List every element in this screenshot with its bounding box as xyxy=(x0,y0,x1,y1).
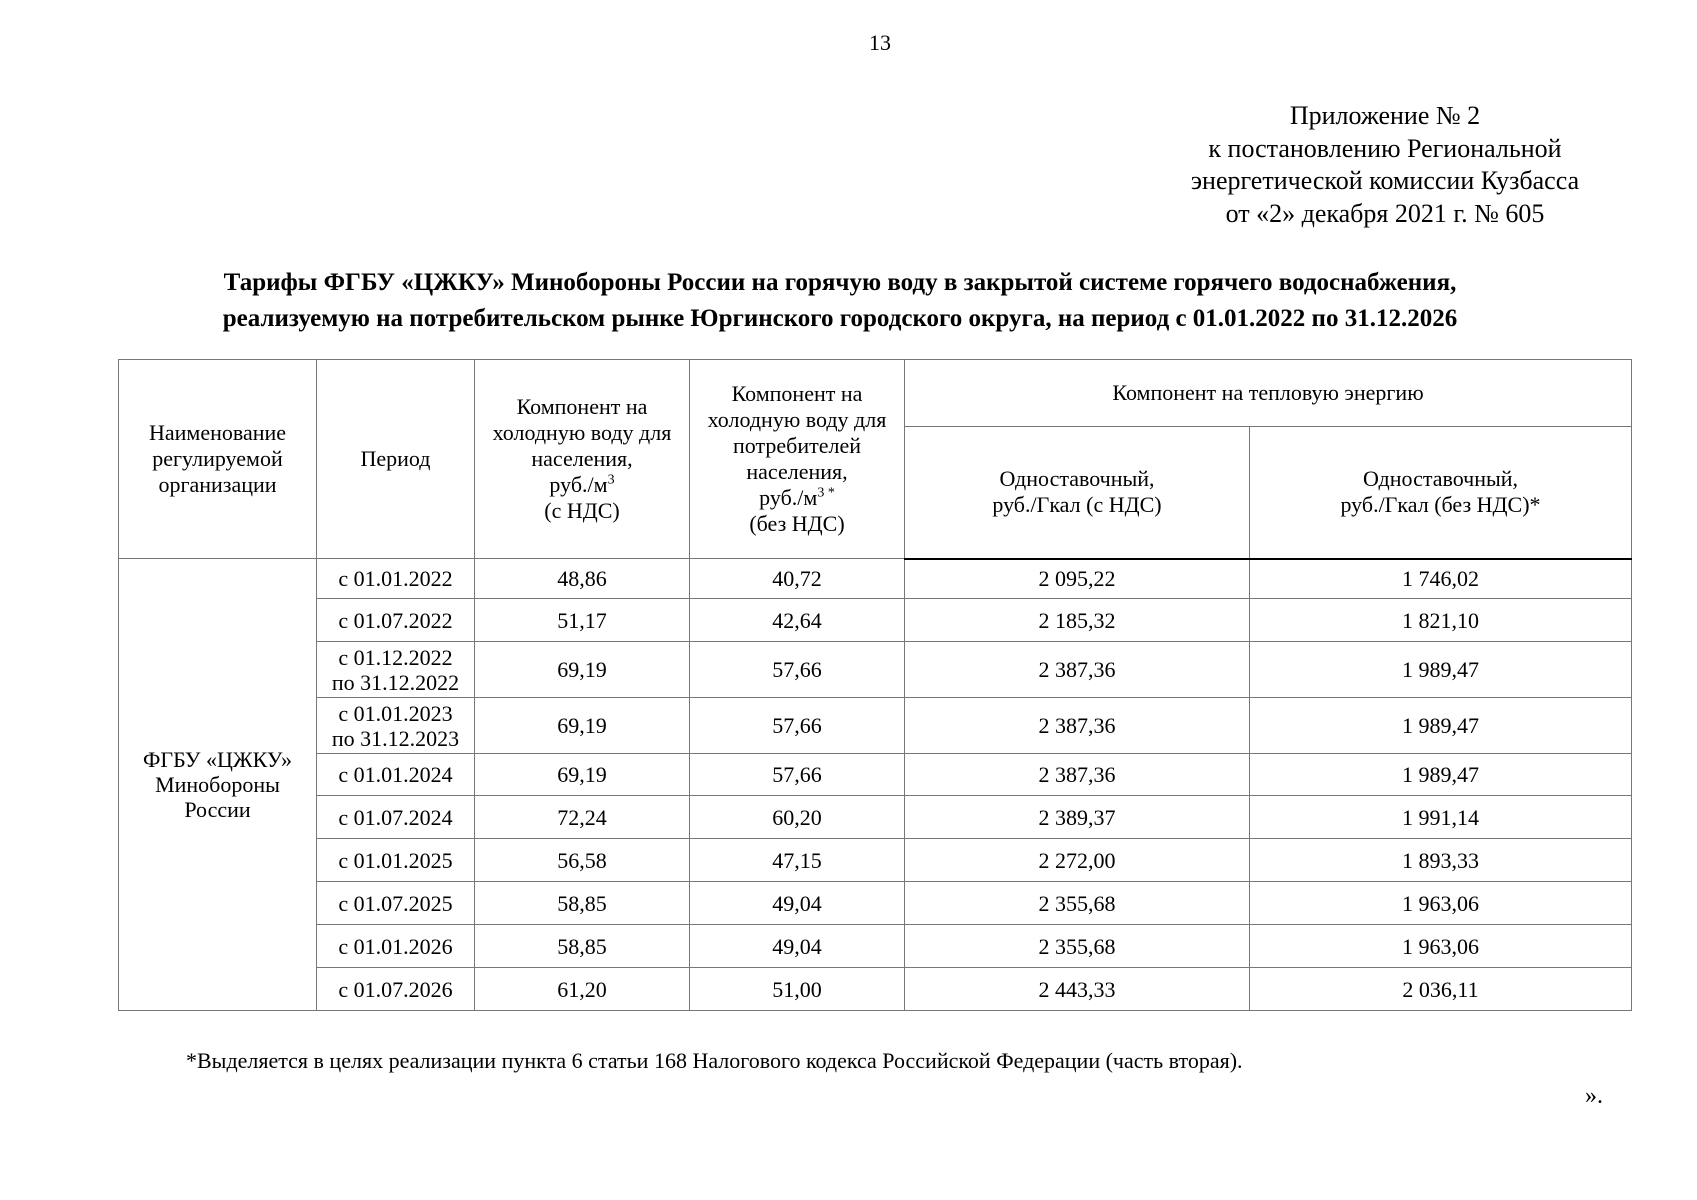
heat-novat-cell: 1 989,47 xyxy=(1250,698,1632,754)
page-number: 13 xyxy=(869,30,891,55)
header-heat-vat: Одноставочный, руб./Гкал (с НДС) xyxy=(905,427,1250,559)
appendix-line-3: энергетической комиссии Кузбасса xyxy=(1190,166,1580,195)
header-cold-water-population-text: Компонент на холодную воду для населения, руб./м xyxy=(492,394,672,497)
cold-water-population-cell: 51,17 xyxy=(475,599,690,642)
heat-vat-cell: 2 387,36 xyxy=(905,698,1250,754)
table-row xyxy=(119,925,1632,968)
heat-novat-cell: 1 963,06 xyxy=(1250,882,1632,925)
cold-water-consumers-cell: 49,04 xyxy=(690,925,905,968)
header-superscript-star: 3 * xyxy=(817,485,835,501)
period-cell: с 01.07.2026 xyxy=(317,968,475,1011)
header-heat-novat: Одноставочный, руб./Гкал (без НДС)* xyxy=(1250,427,1632,559)
appendix-line-2: к постановлению Региональной xyxy=(1208,133,1562,163)
cold-water-consumers-cell: 60,20 xyxy=(690,796,905,839)
appendix-block xyxy=(1150,100,1620,230)
period-cell: с 01.07.2025 xyxy=(317,882,475,925)
period-cell: с 01.01.2023 по 31.12.2023 xyxy=(317,698,475,754)
document-title xyxy=(60,265,1620,337)
heat-vat-cell: 2 387,36 xyxy=(905,754,1250,796)
period-cell: с 01.01.2025 xyxy=(317,839,475,882)
header-cold-water-consumers-novat: (без НДС) xyxy=(749,511,845,536)
cold-water-population-cell: 48,86 xyxy=(475,559,690,599)
cold-water-population-cell: 56,58 xyxy=(475,839,690,882)
period-cell: с 01.01.2024 xyxy=(317,754,475,796)
cold-water-population-cell: 61,20 xyxy=(475,968,690,1011)
header-cold-water-consumers xyxy=(690,360,905,559)
heat-novat-cell: 1 991,14 xyxy=(1250,796,1632,839)
heat-novat-cell: 2 036,11 xyxy=(1250,968,1632,1011)
heat-vat-cell: 2 272,00 xyxy=(905,839,1250,882)
appendix-line-4: от «2» декабря 2021 г. № 605 xyxy=(1225,198,1545,228)
header-cold-water-consumers-text: Компонент на холодную воду для потребителей населения, руб./м xyxy=(707,381,887,510)
period-cell: с 01.01.2026 xyxy=(317,925,475,968)
header-cold-water-population xyxy=(475,360,690,559)
footnote: *Выделяется в целях реализации пункта 6 статьи 168 Налогового кодекса Российской Федерации (часть вторая). xyxy=(186,1048,1243,1073)
cold-water-population-cell: 72,24 xyxy=(475,796,690,839)
period-cell: с 01.01.2022 xyxy=(317,559,475,599)
table-row xyxy=(119,599,1632,642)
tariff-table-body xyxy=(119,559,1632,1011)
table-row xyxy=(119,839,1632,882)
cold-water-consumers-cell: 57,66 xyxy=(690,698,905,754)
heat-novat-cell: 1 989,47 xyxy=(1250,754,1632,796)
title-line-1: Тарифы ФГБУ «ЦЖКУ» Минобороны России на горячую воду в закрытой системе горячего водоснабжения, xyxy=(223,269,1457,296)
organization-cell: ФГБУ «ЦЖКУ» Минобороны России xyxy=(119,559,317,1011)
heat-vat-cell: 2 355,68 xyxy=(905,925,1250,968)
table-row xyxy=(119,882,1632,925)
heat-novat-cell: 1 989,47 xyxy=(1250,642,1632,698)
heat-novat-cell: 1 821,10 xyxy=(1250,599,1632,642)
table-row xyxy=(119,754,1632,796)
period-cell: с 01.12.2022 по 31.12.2022 xyxy=(317,642,475,698)
table-row xyxy=(119,698,1632,754)
title-line-2: реализуемую на потребительском рынке Юргинского городского округа, на период с 01.01.2022 по 31.12.2026 xyxy=(222,305,1458,332)
header-period: Период xyxy=(317,360,475,559)
heat-novat-cell: 1 893,33 xyxy=(1250,839,1632,882)
period-cell: с 01.07.2022 xyxy=(317,599,475,642)
heat-novat-cell: 1 963,06 xyxy=(1250,925,1632,968)
cold-water-consumers-cell: 42,64 xyxy=(690,599,905,642)
heat-vat-cell: 2 389,37 xyxy=(905,796,1250,839)
cold-water-consumers-cell: 51,00 xyxy=(690,968,905,1011)
cold-water-consumers-cell: 49,04 xyxy=(690,882,905,925)
heat-vat-cell: 2 355,68 xyxy=(905,882,1250,925)
cold-water-population-cell: 69,19 xyxy=(475,754,690,796)
cold-water-population-cell: 69,19 xyxy=(475,698,690,754)
cold-water-consumers-cell: 57,66 xyxy=(690,754,905,796)
tariff-table xyxy=(118,359,1632,1011)
header-organization: Наименование регулируемой организации xyxy=(119,360,317,559)
cold-water-population-cell: 58,85 xyxy=(475,925,690,968)
heat-vat-cell: 2 095,22 xyxy=(905,559,1250,599)
heat-novat-cell: 1 746,02 xyxy=(1250,559,1632,599)
cold-water-consumers-cell: 57,66 xyxy=(690,642,905,698)
cold-water-population-cell: 58,85 xyxy=(475,882,690,925)
period-cell: с 01.07.2024 xyxy=(317,796,475,839)
cold-water-consumers-cell: 47,15 xyxy=(690,839,905,882)
heat-vat-cell: 2 443,33 xyxy=(905,968,1250,1011)
table-row xyxy=(119,642,1632,698)
header-superscript: 3 xyxy=(607,472,615,488)
header-heat-energy: Компонент на тепловую энергию xyxy=(905,360,1632,427)
closing-quote: ». xyxy=(1585,1083,1603,1109)
cold-water-population-cell: 69,19 xyxy=(475,642,690,698)
heat-vat-cell: 2 185,32 xyxy=(905,599,1250,642)
table-row xyxy=(119,968,1632,1011)
table-row xyxy=(119,559,1632,599)
appendix-line-1: Приложение № 2 xyxy=(1289,101,1481,130)
table-row xyxy=(119,796,1632,839)
cold-water-consumers-cell: 40,72 xyxy=(690,559,905,599)
heat-vat-cell: 2 387,36 xyxy=(905,642,1250,698)
header-cold-water-population-vat: (с НДС) xyxy=(544,498,620,523)
